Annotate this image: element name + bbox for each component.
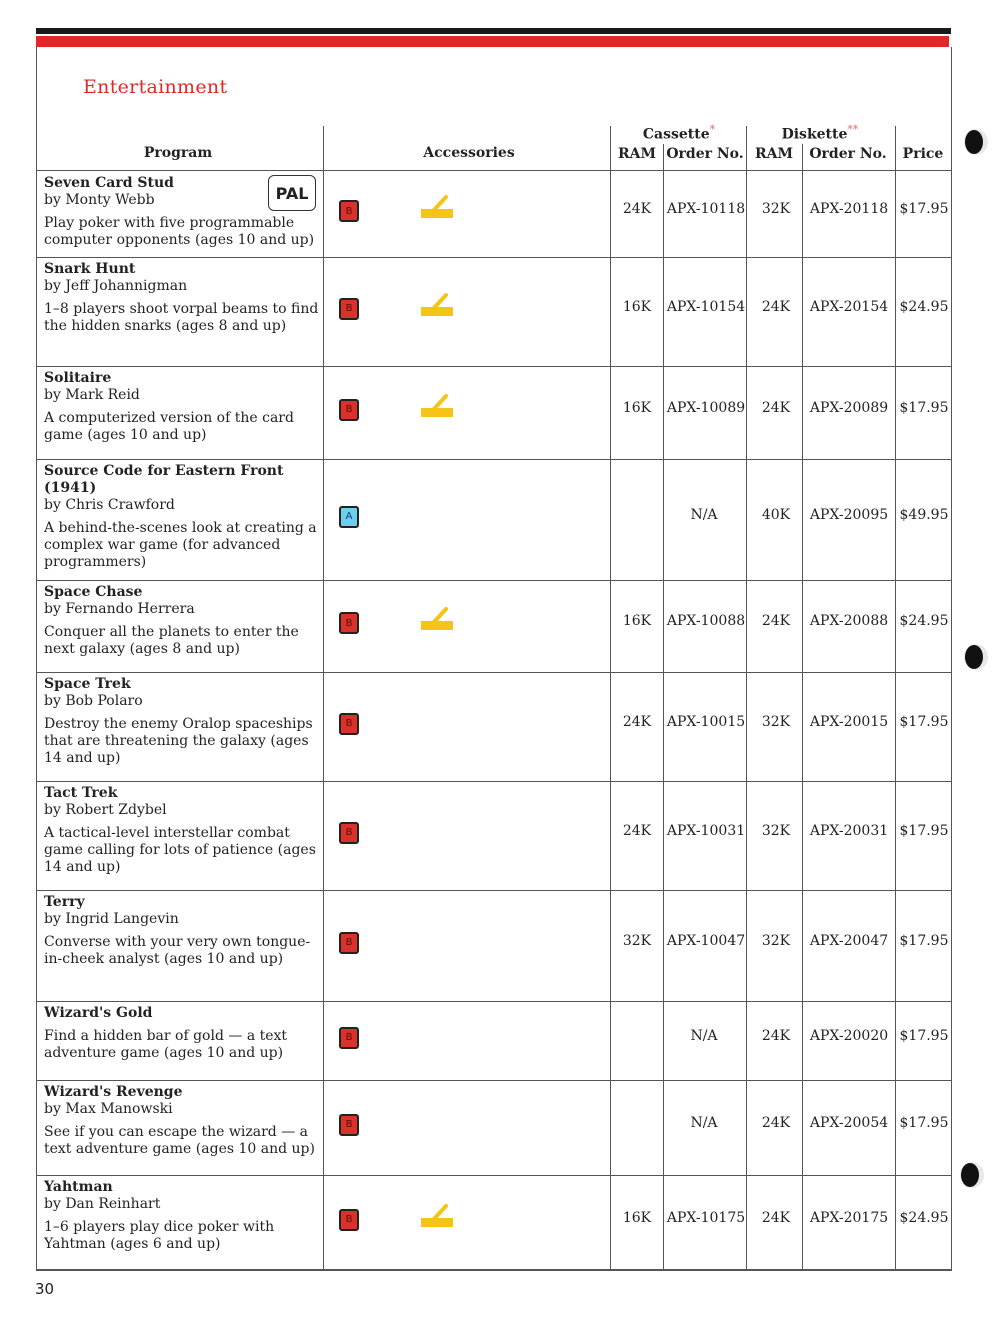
price-cell: $24.95 [899, 298, 949, 315]
cass-ram-cell: 24K [622, 713, 652, 730]
disk-ram-cell: 24K [761, 399, 791, 416]
accessory-b-icon: B [339, 932, 359, 954]
disk-order-cell: APX-20015 [809, 713, 889, 730]
program-description: 1–8 players shoot vorpal beams to find the hidden snarks (ages 8 and up) [44, 301, 319, 334]
header-cassette [643, 123, 715, 143]
price-cell: $17.95 [899, 1027, 949, 1044]
program-cell [44, 894, 324, 968]
header-cassette-label: Cassette [642, 126, 710, 143]
header-diskette [782, 123, 859, 143]
joystick-icon [420, 1203, 454, 1229]
cass-order-cell: N/A [690, 1027, 718, 1044]
joystick-icon [420, 292, 454, 318]
program-name: Seven Card Stud [44, 175, 174, 191]
cass-ram-cell: 24K [622, 201, 652, 217]
accessory-a-icon: A [339, 506, 359, 528]
program-cell [44, 463, 324, 571]
joystick-icon [420, 194, 454, 220]
program-name: Snark Hunt [44, 261, 136, 277]
table-row [36, 257, 952, 366]
program-author: by Max Manowski [44, 1101, 173, 1117]
disk-ram-cell: 32K [761, 201, 791, 217]
disk-order-cell: APX-20095 [809, 506, 889, 523]
price-cell: $24.95 [899, 1209, 949, 1226]
cass-order-cell: APX-10175 [666, 1209, 746, 1226]
disk-ram-cell: 40K [761, 506, 791, 523]
program-author: by Mark Reid [44, 387, 140, 403]
table-row [36, 1175, 952, 1270]
accessory-b-icon: B [339, 399, 359, 421]
price-cell: $17.95 [899, 1114, 949, 1131]
program-author: by Monty Webb [44, 192, 155, 208]
price-cell: $17.95 [899, 713, 949, 730]
disk-ram-cell: 32K [761, 932, 791, 949]
header-accessories: Accessories [423, 145, 515, 161]
program-author: by Fernando Herrera [44, 601, 195, 617]
program-description: Find a hidden bar of gold — a text adventure game (ages 10 and up) [44, 1028, 288, 1061]
binder-hole-icon [958, 1160, 986, 1190]
cass-order-cell: APX-10047 [666, 932, 746, 949]
header-program: Program [143, 145, 213, 161]
program-description: Converse with your very own tongue-in-cheek analyst (ages 10 and up) [44, 934, 311, 967]
disk-order-cell: APX-20175 [809, 1209, 889, 1226]
cass-ram-cell: 16K [622, 298, 652, 315]
program-description: Play poker with five programmable computer opponents (ages 10 and up) [44, 215, 315, 248]
row-rule [36, 1270, 952, 1271]
cass-order-cell: APX-10088 [666, 613, 746, 629]
cass-ram-cell: 24K [622, 822, 652, 839]
price-cell: $17.95 [899, 201, 949, 217]
price-cell: $17.95 [899, 399, 949, 416]
table-row [36, 171, 952, 257]
program-cell [44, 1084, 324, 1158]
cass-order-cell: APX-10118 [666, 201, 746, 217]
disk-ram-cell: 24K [761, 613, 791, 629]
table-row [36, 459, 952, 580]
disk-ram-cell: 24K [761, 298, 791, 315]
program-name: Wizard's Revenge [44, 1084, 183, 1100]
joystick-icon [420, 393, 454, 419]
price-cell: $49.95 [899, 506, 949, 523]
cass-order-cell: APX-10015 [666, 713, 746, 730]
cass-order-cell: N/A [690, 1114, 718, 1131]
page-number: 30 [35, 1280, 55, 1298]
header-diskette-label: Diskette [781, 126, 848, 143]
program-cell [44, 1005, 324, 1062]
program-author: by Jeff Johannigman [44, 278, 188, 294]
program-name: Yahtman [44, 1179, 113, 1195]
program-cell [44, 676, 324, 767]
cassette-footnote-mark: * [709, 123, 716, 136]
program-name: Tact Trek [44, 785, 118, 801]
top-rule-black [36, 28, 951, 34]
disk-ram-cell: 24K [761, 1027, 791, 1044]
program-name: Solitaire [44, 370, 112, 386]
disk-order-cell: APX-20020 [809, 1027, 889, 1044]
program-cell [44, 785, 324, 876]
joystick-icon [420, 606, 454, 632]
cass-ram-cell: 16K [622, 399, 652, 416]
table-row [36, 366, 952, 459]
table-row [36, 890, 952, 1001]
accessory-b-icon: B [339, 612, 359, 634]
program-name: Wizard's Gold [44, 1005, 153, 1021]
accessory-b-icon: B [339, 1027, 359, 1049]
program-description: 1–6 players play dice poker with Yahtman (ages 6 and up) [44, 1219, 275, 1252]
disk-order-cell: APX-20088 [809, 613, 889, 629]
header-diskette-ram: RAM [755, 146, 793, 162]
program-cell [44, 584, 324, 658]
table-row [36, 1001, 952, 1080]
program-description: Conquer all the planets to enter the next galaxy (ages 8 and up) [44, 624, 299, 657]
program-description: A behind-the-scenes look at creating a complex war game (for advanced programmers) [44, 520, 317, 570]
program-cell [44, 261, 324, 335]
price-cell: $17.95 [899, 822, 949, 839]
disk-ram-cell: 32K [761, 713, 791, 730]
disk-order-cell: APX-20031 [809, 822, 889, 839]
disk-order-cell: APX-20118 [809, 201, 889, 217]
program-cell [44, 370, 324, 444]
cass-ram-cell: 16K [622, 613, 652, 629]
accessory-b-icon: B [339, 298, 359, 320]
program-author: by Robert Zdybel [44, 802, 167, 818]
program-description: A computerized version of the card game (ages 10 and up) [44, 410, 294, 443]
table-row [36, 580, 952, 672]
disk-order-cell: APX-20047 [809, 932, 889, 949]
program-name: Space Chase [44, 584, 143, 600]
cass-order-cell: APX-10154 [666, 298, 746, 315]
price-cell: $17.95 [899, 932, 949, 949]
accessory-b-icon: B [339, 1114, 359, 1136]
program-description: See if you can escape the wizard — a text adventure game (ages 10 and up) [44, 1124, 315, 1157]
header-diskette-order: Order No. [809, 146, 887, 162]
accessory-b-icon: B [339, 1209, 359, 1231]
program-author: by Ingrid Langevin [44, 911, 179, 927]
binder-hole-icon [962, 127, 990, 157]
header-cassette-order: Order No. [666, 146, 744, 162]
cass-ram-cell: 32K [622, 932, 652, 949]
header-price: Price [902, 146, 944, 162]
accessory-b-icon: B [339, 713, 359, 735]
pal-badge: PAL [268, 175, 316, 211]
header-cassette-ram: RAM [618, 146, 656, 162]
disk-ram-cell: 24K [761, 1114, 791, 1131]
cass-order-cell: APX-10031 [666, 822, 746, 839]
program-name: Source Code for Eastern Front (1941) [44, 463, 284, 496]
program-author: by Dan Reinhart [44, 1196, 161, 1212]
table-row [36, 781, 952, 890]
program-cell [44, 1179, 324, 1253]
binder-hole-icon [962, 642, 990, 672]
disk-order-cell: APX-20054 [809, 1114, 889, 1131]
table-row [36, 672, 952, 781]
disk-ram-cell: 24K [761, 1209, 791, 1226]
disk-order-cell: APX-20154 [809, 298, 889, 315]
cass-order-cell: APX-10089 [666, 399, 746, 416]
top-rule-red [36, 36, 949, 47]
accessory-b-icon: B [339, 200, 359, 222]
accessory-b-icon: B [339, 822, 359, 844]
disk-order-cell: APX-20089 [809, 399, 889, 416]
table-row [36, 1080, 952, 1175]
program-name: Terry [44, 894, 85, 910]
cass-ram-cell: 16K [622, 1209, 652, 1226]
program-description: A tactical-level interstellar combat game calling for lots of patience (ages 14 and up) [44, 825, 316, 875]
program-description: Destroy the enemy Oralop spaceships that are threatening the galaxy (ages 14 and up) [44, 716, 313, 766]
diskette-footnote-mark: ** [847, 123, 859, 136]
program-author: by Chris Crawford [44, 497, 175, 513]
program-author: by Bob Polaro [44, 693, 143, 709]
price-cell: $24.95 [899, 613, 949, 629]
cass-order-cell: N/A [690, 506, 718, 523]
section-title: Entertainment [83, 76, 228, 98]
program-name: Space Trek [44, 676, 131, 692]
disk-ram-cell: 32K [761, 822, 791, 839]
